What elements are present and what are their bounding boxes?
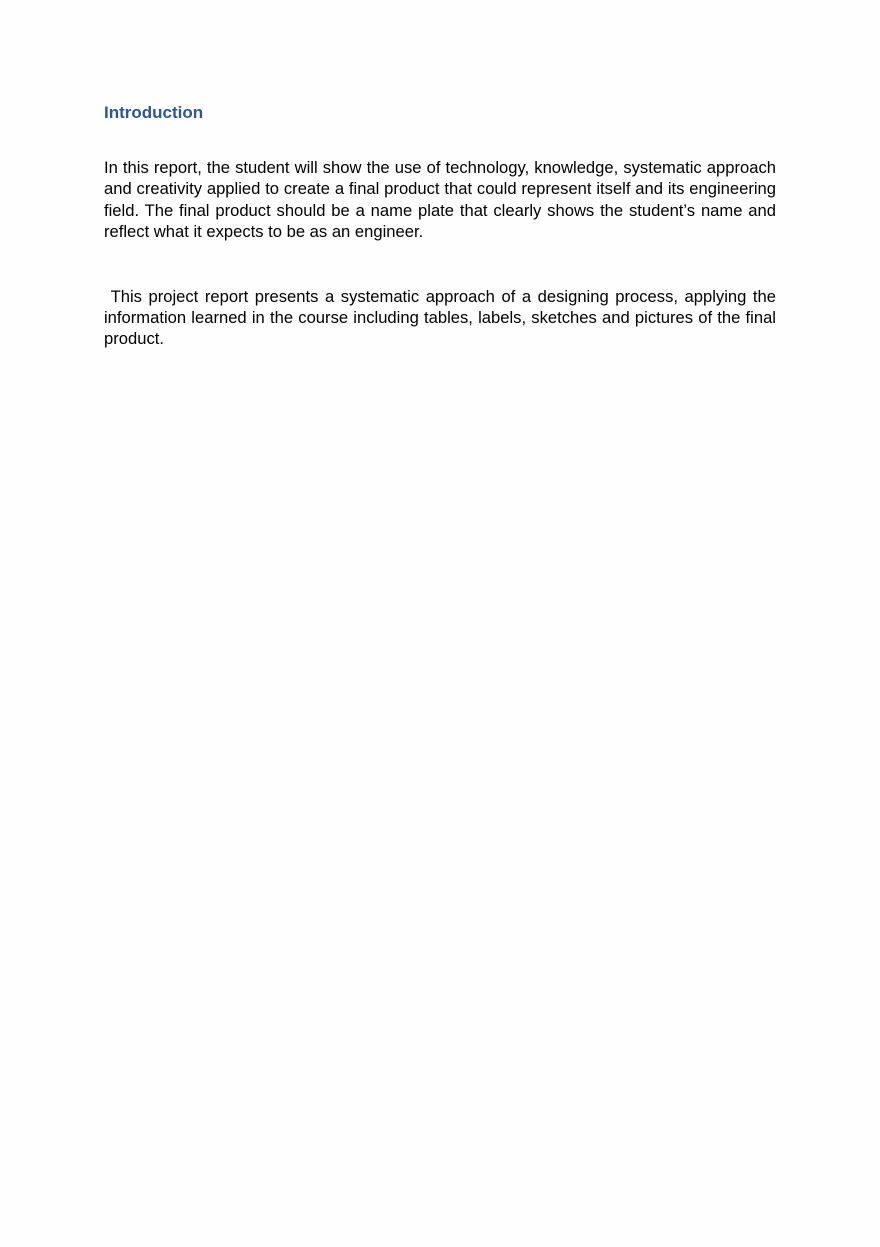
paragraph-1: In this report, the student will show the use of technology, knowledge, systematic approach and creativity applied to create a final product that could represent itself and its engineering field. The final product should be a name plate that clearly shows the student’s name and reflect what it expects to be as an engineer.: [104, 158, 776, 242]
page-content: [104, 102, 781, 350]
paragraph-2: This project report presents a systematic approach of a designing process, applying the information learned in the course including tables, labels, sketches and pictures of the final product.: [104, 286, 781, 349]
section-heading-introduction: Introduction: [104, 103, 204, 122]
